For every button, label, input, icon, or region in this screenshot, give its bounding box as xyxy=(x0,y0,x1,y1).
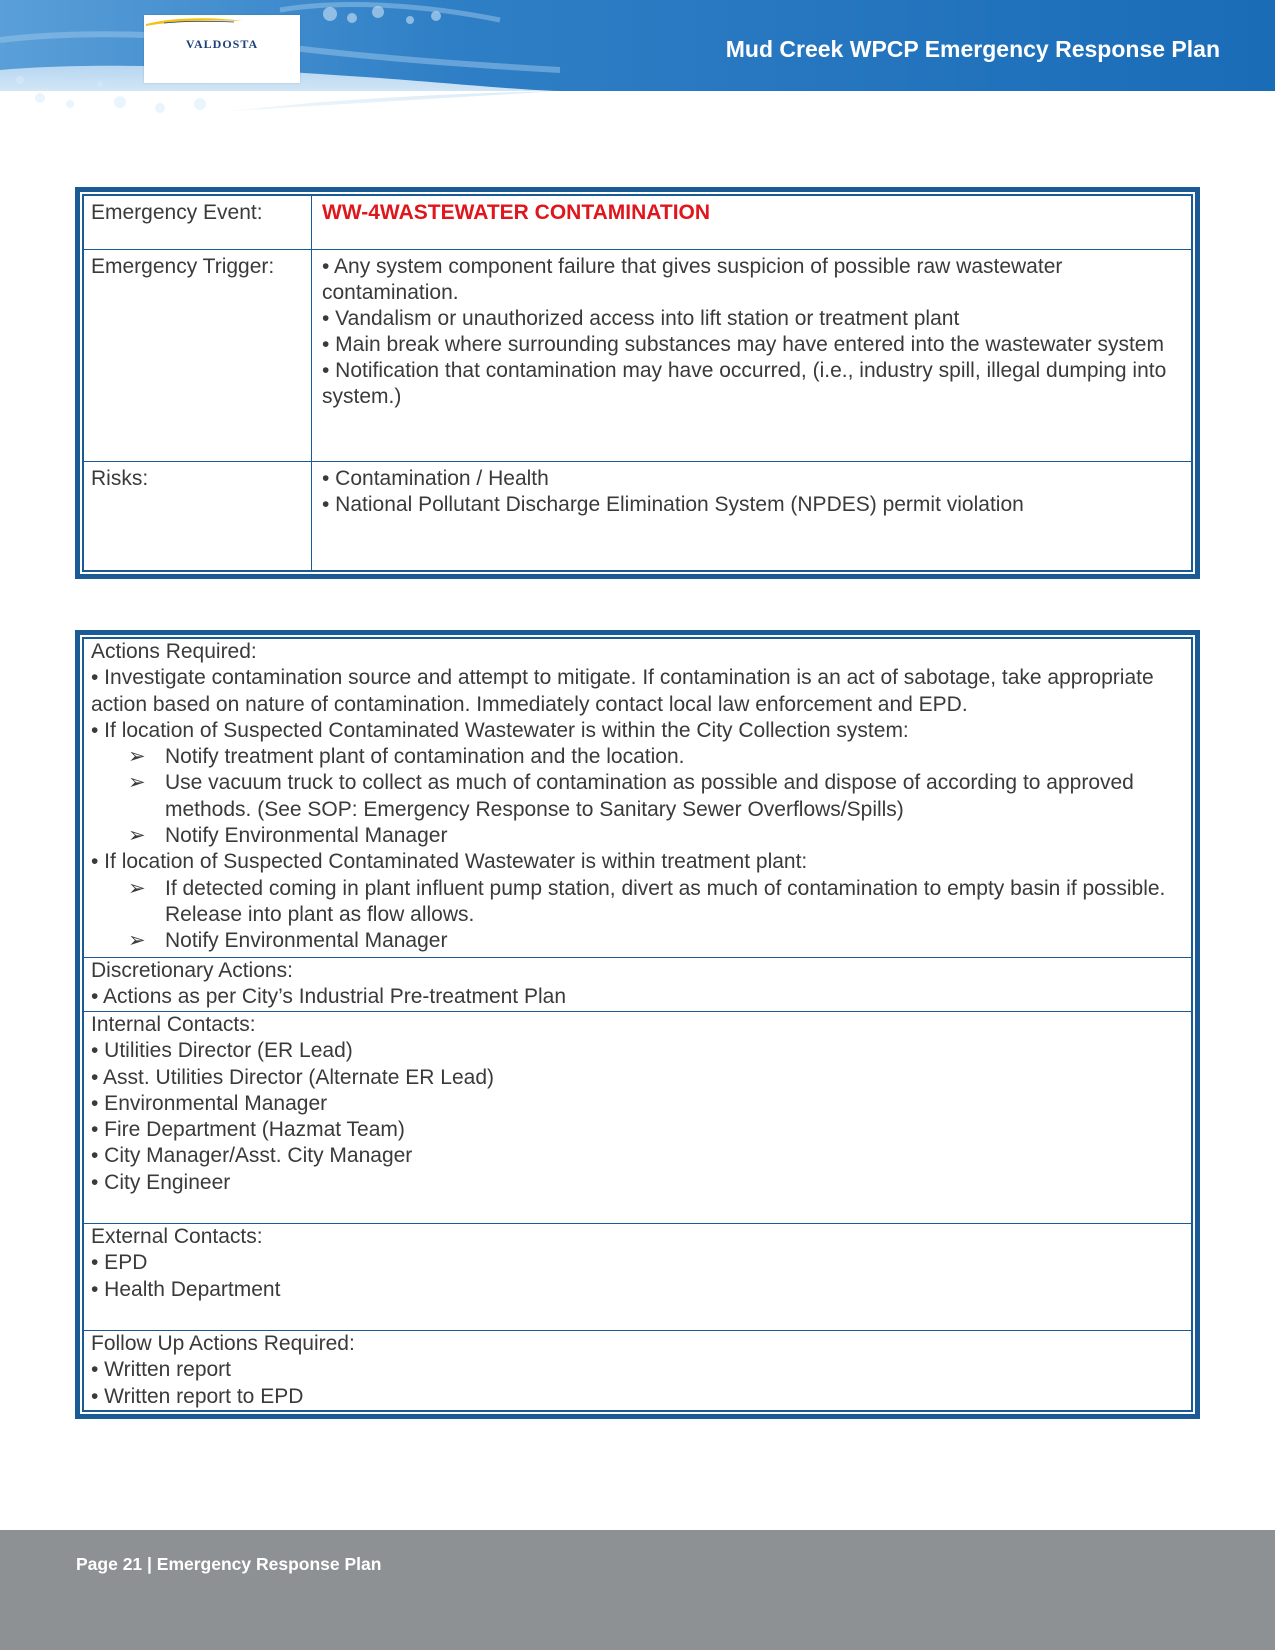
event-code: WW-4 xyxy=(322,201,380,224)
sub-list-item: ➢ Notify Environmental Manager xyxy=(91,928,1185,954)
arrow-bullet-icon: ➢ xyxy=(128,745,146,769)
list-item: • National Pollutant Discharge Elimination System (NPDES) permit violation xyxy=(322,493,1024,516)
discretionary-actions-section xyxy=(84,958,1191,1012)
valdosta-logo xyxy=(144,15,300,83)
event-row xyxy=(84,196,1191,250)
list-item: • If location of Suspected Contaminated Wastewater is within the City Collection system: xyxy=(91,718,909,742)
list-item: • Utilities Director (ER Lead) xyxy=(91,1039,353,1063)
list-item: • Main break where surrounding substances may have entered into the wastewater system xyxy=(322,333,1164,356)
list-item: • Notification that contamination may have occurred, (i.e., industry spill, illegal dumping into system.) xyxy=(322,359,1167,408)
arrow-bullet-icon: ➢ xyxy=(128,824,146,848)
sub-list-item: ➢ Notify Environmental Manager xyxy=(91,823,1185,849)
internal-contacts-section xyxy=(84,1012,1191,1224)
list-item: • City Engineer xyxy=(91,1170,231,1194)
risks-label: Risks: xyxy=(84,462,312,570)
list-item: • Environmental Manager xyxy=(91,1091,328,1115)
list-item: • Asst. Utilities Director (Alternate ER Lead) xyxy=(91,1065,494,1089)
section-heading: Internal Contacts: xyxy=(91,1013,256,1036)
logo-wordmark: VALDOSTA xyxy=(185,37,259,51)
list-item: • Any system component failure that gives suspicion of possible raw wastewater contamination. xyxy=(322,255,1063,304)
section-heading: Follow Up Actions Required: xyxy=(91,1332,355,1355)
sub-list-item: ➢ If detected coming in plant influent pump station, divert as much of contamination to empty basin if possible. Release into plant as flow allows. xyxy=(91,876,1185,929)
list-item: • Written report to EPD xyxy=(91,1384,304,1408)
list-item: • Contamination / Health xyxy=(322,467,549,490)
section-heading: Discretionary Actions: xyxy=(91,959,293,982)
trigger-label: Emergency Trigger: xyxy=(84,250,312,461)
trigger-row xyxy=(84,250,1191,462)
event-summary-table xyxy=(75,187,1200,579)
section-heading: External Contacts: xyxy=(91,1225,263,1248)
list-item: • EPD xyxy=(91,1251,148,1275)
list-item: • Actions as per City’s Industrial Pre-treatment Plan xyxy=(91,985,567,1009)
external-contacts-section xyxy=(84,1224,1191,1331)
response-actions-table xyxy=(75,630,1200,1419)
list-item: • Health Department xyxy=(91,1277,281,1301)
arrow-bullet-icon: ➢ xyxy=(128,929,146,953)
list-item: • Investigate contamination source and attempt to mitigate. If contamination is an act of sabotage, take appropriate action based on nature of contamination. Immediately contact local law enforcement and EPD. xyxy=(91,666,1154,716)
document-title: Mud Creek WPCP Emergency Response Plan xyxy=(725,36,1220,62)
list-item: • City Manager/Asst. City Manager xyxy=(91,1144,413,1168)
header-banner xyxy=(0,0,1275,125)
risks-list xyxy=(312,462,1191,570)
risks-row xyxy=(84,462,1191,570)
footer-page-label: Page 21 | Emergency Response Plan xyxy=(76,1554,382,1574)
logo-swoosh-icon xyxy=(144,15,244,27)
list-item: • If location of Suspected Contaminated Wastewater is within treatment plant: xyxy=(91,850,808,874)
event-value xyxy=(312,196,1191,249)
list-item: • Fire Department (Hazmat Team) xyxy=(91,1118,405,1142)
section-heading: Actions Required: xyxy=(91,640,257,663)
arrow-bullet-icon: ➢ xyxy=(128,771,146,795)
event-label: Emergency Event: xyxy=(84,196,312,249)
list-item: • Written report xyxy=(91,1358,232,1382)
page-footer xyxy=(0,1530,1275,1650)
follow-up-actions-section xyxy=(84,1331,1191,1411)
event-title: WASTEWATER CONTAMINATION xyxy=(379,201,711,224)
actions-required-section xyxy=(84,639,1191,958)
list-item: • Vandalism or unauthorized access into lift station or treatment plant xyxy=(322,307,960,330)
arrow-bullet-icon: ➢ xyxy=(128,876,146,900)
trigger-list xyxy=(312,250,1191,461)
sub-list-item: ➢ Notify treatment plant of contamination and the location. xyxy=(91,744,1185,770)
sub-list-item: ➢ Use vacuum truck to collect as much of contamination as possible and dispose of according to approved methods. (See SOP: Emergency Response to Sanitary Sewer Overflows/Spills) xyxy=(91,770,1185,823)
